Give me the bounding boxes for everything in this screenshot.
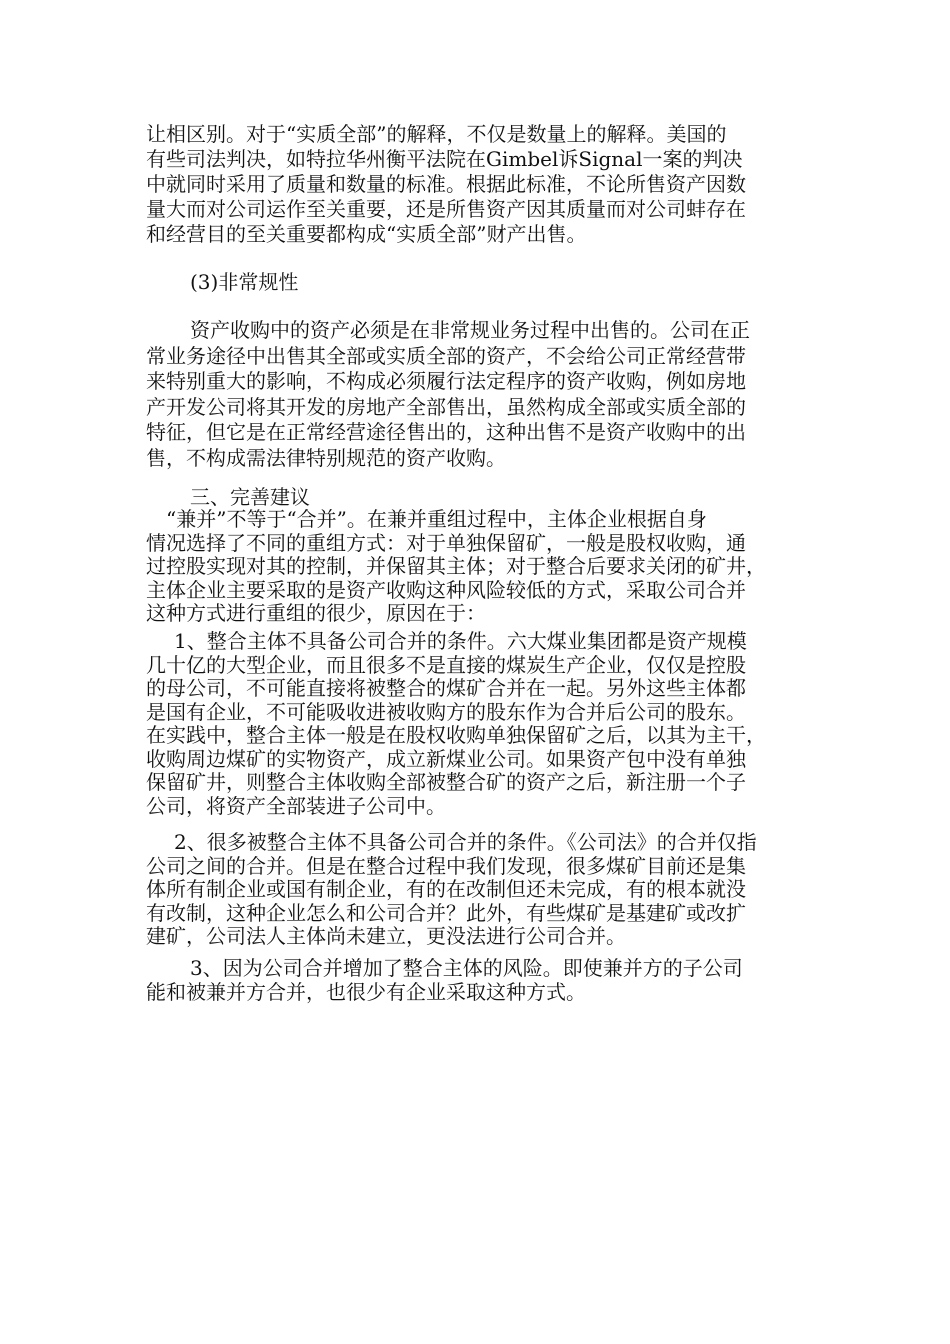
text-line: 量大而对公司运作至关重要，还是所售资产因其质量而对公司蚌存在 (146, 197, 746, 221)
paragraph-substantially-all (146, 122, 814, 247)
text-line: “兼并”不等于“合并”。在兼并重组过程中，主体企业根据自身 (166, 507, 707, 531)
list-item-2 (146, 831, 814, 949)
text-line: 2、很多被整合主体不具备公司合并的条件。《公司法》的合并仅指 (174, 830, 757, 854)
text-line: 建矿，公司法人主体尚未建立，更没法进行公司合并。 (146, 924, 626, 948)
text-line: 保留矿井，则整合主体收购全部被整合矿的资产之后，新注册一个子 (146, 770, 746, 794)
text-line: 中就同时采用了质量和数量的标准。根据此标准，不论所售资产因数 (146, 172, 746, 196)
text-line: 在实践中，整合主体一般是在股权收购单独保留矿之后，以其为主干， (146, 723, 766, 747)
section-heading-suggestions: 三、完善建议 (190, 485, 310, 509)
text-line: 资产收购中的资产必须是在非常规业务过程中出售的。公司在正 (190, 318, 750, 342)
text-line: 过控股实现对其的控制，并保留其主体；对于整合后要求关闭的矿井， (146, 554, 766, 578)
text-line: 收购周边煤矿的实物资产，成立新煤业公司。如果资产包中没有单独 (146, 746, 746, 771)
text-line: 有些司法判决，如特拉华州衡平法院在Gimbel诉Signal一案的判决 (146, 147, 743, 171)
paragraph-merger-vs-consolidation (146, 508, 814, 626)
text-line: 公司之间的合并。但是在整合过程中我们发现，很多煤矿目前还是集 (146, 853, 746, 878)
text-line: 售，不构成需法律特别规范的资产收购。 (146, 445, 506, 470)
text-line: 常业务途径中出售其全部或实质全部的资产，不会给公司正常经营带 (146, 343, 746, 368)
text-line: 让相区别。对于“实质全部”的解释，不仅是数量上的解释。美国的 (146, 122, 727, 146)
text-line: 这种方式进行重组的很少，原因在于： (146, 601, 486, 625)
text-line: 体所有制企业或国有制企业，有的在改制但还未完成，有的根本就没 (146, 877, 746, 901)
subheading-irregularity: (3)非常规性 (190, 270, 299, 294)
text-line: 有改制，这种企业怎么和公司合并？此外，有些煤矿是基建矿或改扩 (146, 900, 746, 925)
text-line: 是国有企业，不可能吸收进被收购方的股东作为合并后公司的股东。 (146, 699, 746, 724)
text-line: 的母公司，不可能直接将被整合的煤矿合并在一起。另外这些主体都 (146, 676, 746, 700)
list-item-1 (146, 630, 814, 818)
text-line: 来特别重大的影响，不构成必须履行法定程序的资产收购，例如房地 (146, 369, 746, 393)
text-line: 特征，但它是在正常经营途径售出的，这种出售不是资产收购中的出 (146, 420, 746, 444)
text-line: 几十亿的大型企业，而且很多不是直接的煤炭生产企业，仅仅是控股 (146, 652, 746, 677)
list-item-3 (146, 957, 814, 1004)
paragraph-irregular-business (146, 318, 814, 471)
text-line: 公司，将资产全部装进子公司中。 (146, 793, 446, 818)
text-line: 3、因为公司合并增加了整合主体的风险。即使兼并方的子公司 (190, 956, 743, 980)
text-line: 1、整合主体不具备公司合并的条件。六大煤业集团都是资产规模 (174, 629, 747, 653)
text-line: 产开发公司将其开发的房地产全部售出，虽然构成全部或实质全部的 (146, 394, 746, 419)
text-line: 能和被兼并方合并，也很少有企业采取这种方式。 (146, 979, 586, 1004)
text-line: 和经营目的至关重要都构成“实质全部”财产出售。 (146, 222, 587, 246)
text-line: 情况选择了不同的重组方式：对于单独保留矿，一般是股权收购，通 (146, 530, 746, 555)
text-line: 主体企业主要采取的是资产收购这种风险较低的方式，采取公司合并 (146, 577, 746, 602)
